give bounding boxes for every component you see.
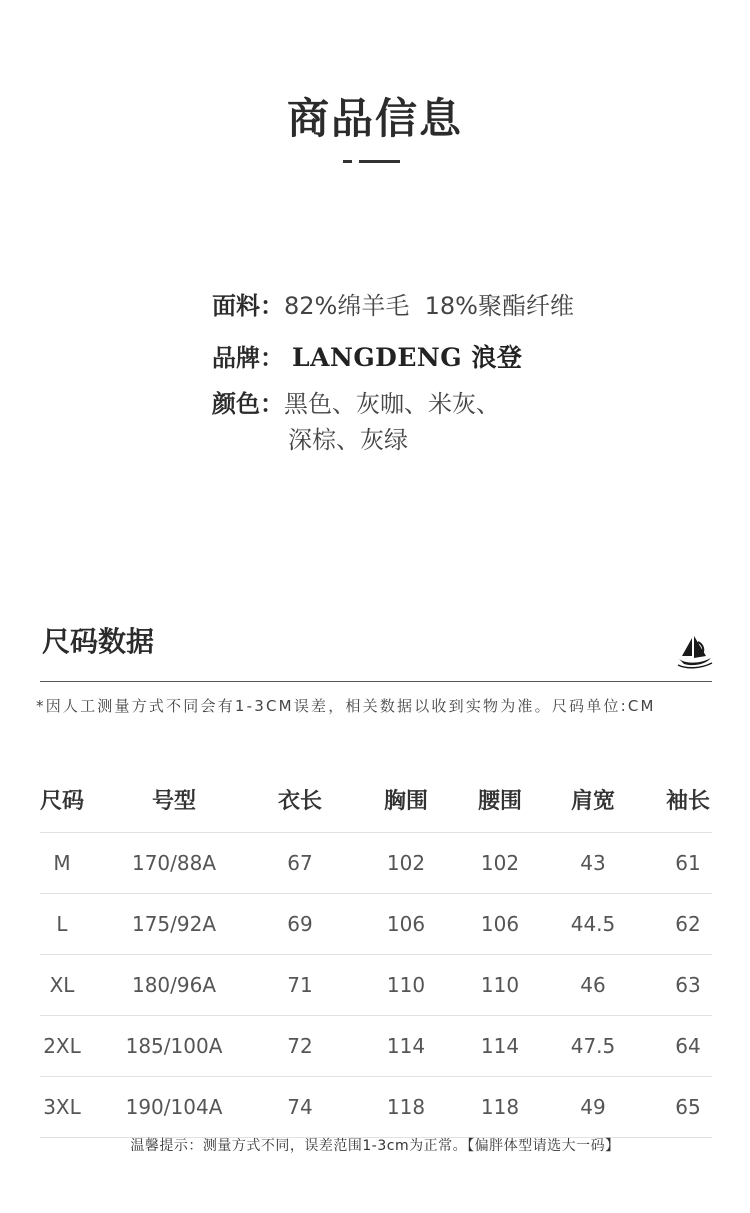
header-cell: 号型 <box>151 789 196 814</box>
table-cell: XL <box>49 973 75 997</box>
sailboat-logo-icon <box>676 634 714 670</box>
table-row <box>40 894 712 955</box>
brand-row <box>212 338 522 374</box>
header-cell: 尺码 <box>39 789 84 814</box>
brand-label: 品牌： <box>212 344 284 372</box>
table-cell: 170/88A <box>131 851 217 875</box>
table-cell: 114 <box>480 1034 520 1058</box>
colors-value-line2: 深棕、灰绿 <box>288 426 408 454</box>
table-cell: 114 <box>386 1034 426 1058</box>
fabric-label: 面料： <box>212 292 284 320</box>
footer-tip: 温馨提示：测量方式不同，误差范围1-3cm为正常。【偏胖体型请选大一码】 <box>130 1138 620 1154</box>
table-header-row <box>40 772 712 833</box>
table-row <box>40 833 712 894</box>
table-row <box>40 955 712 1016</box>
title-deco-dot <box>343 160 352 163</box>
table-cell: 175/92A <box>131 912 217 936</box>
table-cell: 49 <box>580 1095 606 1119</box>
colors-label: 颜色： <box>212 390 284 418</box>
table-cell: 65 <box>675 1095 701 1119</box>
table-cell: 47.5 <box>570 1034 616 1058</box>
table-cell: 180/96A <box>131 973 217 997</box>
table-cell: 43 <box>580 851 606 875</box>
table-cell: L <box>56 912 68 936</box>
header-cell: 肩宽 <box>570 789 615 814</box>
table-cell: 110 <box>386 973 426 997</box>
table-cell: 3XL <box>43 1095 81 1119</box>
header-cell: 胸围 <box>383 789 428 814</box>
table-cell: 185/100A <box>125 1034 223 1058</box>
fabric-value: 82%绵羊毛 18%聚酯纤维 <box>284 292 574 320</box>
table-cell: 118 <box>480 1095 520 1119</box>
table-cell: 190/104A <box>125 1095 223 1119</box>
table-cell: 106 <box>480 912 520 936</box>
size-table <box>40 772 712 1138</box>
table-cell: 118 <box>386 1095 426 1119</box>
table-cell: 44.5 <box>570 912 616 936</box>
title-decoration <box>0 160 750 164</box>
fabric-row <box>212 286 574 321</box>
size-section-title: 尺码数据 <box>42 625 155 658</box>
table-row <box>40 1077 712 1138</box>
table-row <box>40 1016 712 1077</box>
table-cell: 102 <box>386 851 426 875</box>
table-cell: 69 <box>287 912 313 936</box>
table-cell: 74 <box>287 1095 313 1119</box>
colors-row <box>212 386 500 422</box>
header-cell: 衣长 <box>277 789 322 814</box>
section-divider <box>40 681 712 682</box>
table-cell: 46 <box>580 973 606 997</box>
measurement-note: *因人工测量方式不同会有1-3CM误差，相关数据以收到实物为准。尺码单位:CM <box>36 697 656 715</box>
table-cell: M <box>53 851 71 875</box>
table-cell: 106 <box>386 912 426 936</box>
header-cell: 腰围 <box>477 789 522 814</box>
table-cell: 67 <box>287 851 313 875</box>
table-cell: 61 <box>675 851 701 875</box>
header-cell: 袖长 <box>665 789 710 814</box>
table-cell: 72 <box>287 1034 313 1058</box>
title-deco-bar <box>359 160 400 163</box>
table-cell: 64 <box>675 1034 701 1058</box>
table-cell: 63 <box>675 973 701 997</box>
table-cell: 102 <box>480 851 520 875</box>
brand-value: LANGDENG 浪登 <box>292 343 523 372</box>
colors-value-line1: 黑色、灰咖、米灰、 <box>284 390 500 418</box>
page-title: 商品信息 <box>286 94 463 143</box>
table-cell: 62 <box>675 912 701 936</box>
table-cell: 71 <box>287 973 313 997</box>
table-cell: 110 <box>480 973 520 997</box>
table-cell: 2XL <box>43 1034 81 1058</box>
